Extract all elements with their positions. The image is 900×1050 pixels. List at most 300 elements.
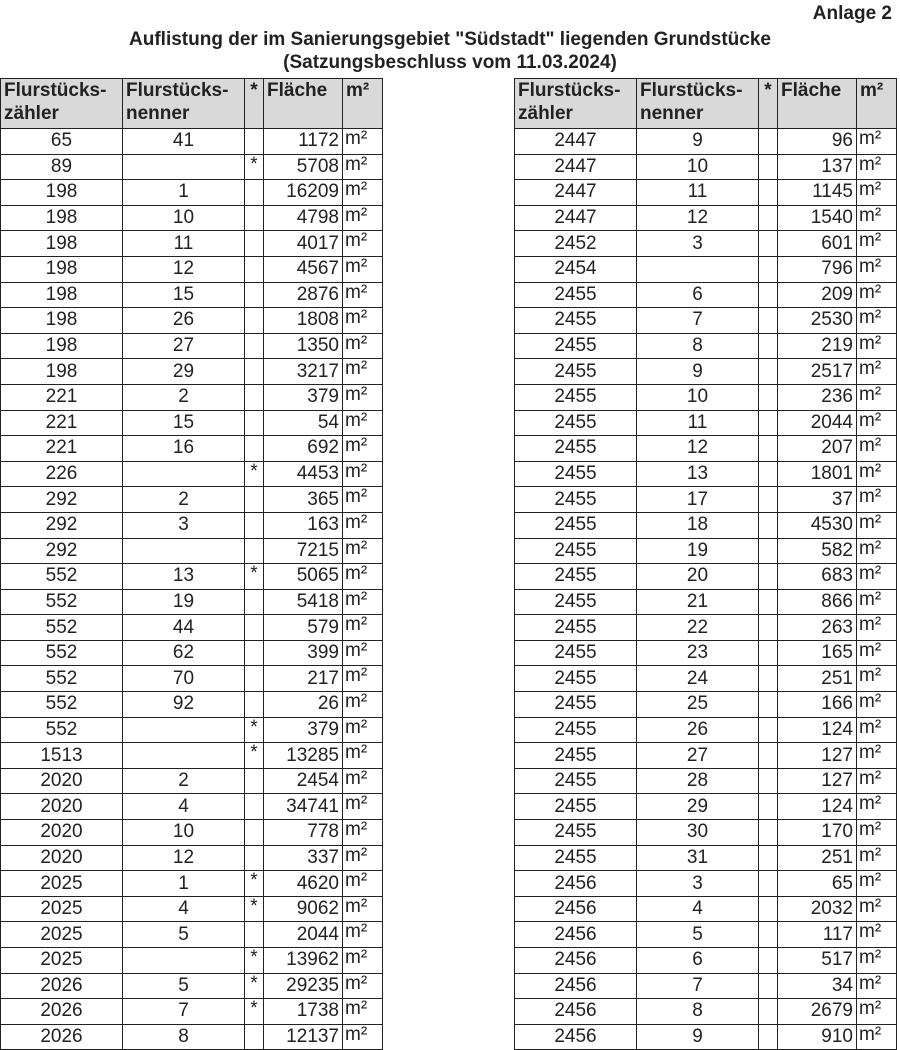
parcel-table-right	[514, 78, 897, 1050]
cell-zaehler: 2456	[515, 999, 637, 1025]
table-row	[515, 794, 897, 820]
cell-unit: m²	[857, 717, 897, 743]
table-row	[515, 820, 897, 846]
table-row	[515, 154, 897, 180]
cell-star	[245, 820, 264, 846]
cell-zaehler: 2455	[515, 436, 637, 462]
cell-star	[245, 845, 264, 871]
cell-nenner: 18	[637, 512, 759, 538]
cell-zaehler: 2455	[515, 308, 637, 334]
cell-star	[759, 717, 778, 743]
cell-nenner: 10	[123, 205, 245, 231]
cell-unit: m²	[343, 871, 383, 897]
cell-nenner: 12	[123, 845, 245, 871]
cell-unit: m²	[857, 666, 897, 692]
cell-star	[245, 666, 264, 692]
cell-unit: m²	[857, 948, 897, 974]
cell-zaehler: 2025	[1, 922, 123, 948]
cell-flaeche: 7215	[264, 538, 343, 564]
cell-nenner: 7	[637, 973, 759, 999]
cell-star: *	[245, 999, 264, 1025]
cell-star	[245, 487, 264, 513]
cell-star	[759, 461, 778, 487]
cell-star	[759, 999, 778, 1025]
cell-flaeche: 219	[778, 333, 857, 359]
cell-star	[759, 666, 778, 692]
cell-zaehler: 2455	[515, 717, 637, 743]
cell-flaeche: 96	[778, 129, 857, 155]
cell-star	[759, 436, 778, 462]
cell-nenner: 23	[637, 640, 759, 666]
cell-star	[759, 333, 778, 359]
cell-flaeche: 263	[778, 615, 857, 641]
cell-star	[245, 205, 264, 231]
cell-unit: m²	[343, 205, 383, 231]
cell-zaehler: 552	[1, 692, 123, 718]
cell-zaehler: 2456	[515, 973, 637, 999]
cell-flaeche: 1350	[264, 333, 343, 359]
cell-unit: m²	[343, 154, 383, 180]
cell-nenner: 5	[637, 922, 759, 948]
cell-star	[759, 768, 778, 794]
cell-flaeche: 166	[778, 692, 857, 718]
cell-zaehler: 2456	[515, 896, 637, 922]
cell-nenner: 1	[123, 871, 245, 897]
cell-flaeche: 1172	[264, 129, 343, 155]
cell-star: *	[245, 973, 264, 999]
cell-flaeche: 4798	[264, 205, 343, 231]
cell-star	[759, 308, 778, 334]
cell-flaeche: 34741	[264, 794, 343, 820]
cell-nenner: 9	[637, 359, 759, 385]
cell-unit: m²	[343, 999, 383, 1025]
cell-flaeche: 170	[778, 820, 857, 846]
table-row	[515, 896, 897, 922]
cell-star	[245, 589, 264, 615]
table-row	[515, 359, 897, 385]
cell-unit: m²	[857, 640, 897, 666]
cell-zaehler: 2456	[515, 871, 637, 897]
parcel-table-left	[0, 78, 383, 1050]
cell-zaehler: 552	[1, 717, 123, 743]
cell-flaeche: 866	[778, 589, 857, 615]
cell-star	[759, 129, 778, 155]
table-row	[1, 871, 383, 897]
cell-nenner	[123, 154, 245, 180]
cell-star: *	[245, 564, 264, 590]
cell-star	[759, 487, 778, 513]
table-row	[1, 973, 383, 999]
cell-nenner: 6	[637, 948, 759, 974]
cell-nenner: 12	[637, 436, 759, 462]
cell-unit: m²	[343, 410, 383, 436]
cell-zaehler: 2456	[515, 948, 637, 974]
cell-unit: m²	[343, 359, 383, 385]
cell-flaeche: 365	[264, 487, 343, 513]
table-row	[1, 129, 383, 155]
cell-unit: m²	[857, 410, 897, 436]
cell-nenner	[637, 256, 759, 282]
cell-flaeche: 5418	[264, 589, 343, 615]
cell-unit: m²	[343, 436, 383, 462]
cell-nenner: 29	[123, 359, 245, 385]
cell-star	[245, 768, 264, 794]
cell-zaehler: 2025	[1, 871, 123, 897]
table-row	[515, 538, 897, 564]
cell-nenner: 8	[123, 1024, 245, 1050]
table-row	[515, 922, 897, 948]
cell-star	[759, 205, 778, 231]
cell-flaeche: 2876	[264, 282, 343, 308]
cell-flaeche: 1808	[264, 308, 343, 334]
cell-flaeche: 13285	[264, 743, 343, 769]
cell-zaehler: 2026	[1, 973, 123, 999]
cell-nenner: 13	[123, 564, 245, 590]
cell-flaeche: 796	[778, 256, 857, 282]
cell-unit: m²	[857, 871, 897, 897]
cell-flaeche: 2044	[778, 410, 857, 436]
cell-flaeche: 165	[778, 640, 857, 666]
cell-nenner: 19	[123, 589, 245, 615]
cell-nenner: 12	[123, 256, 245, 282]
cell-nenner: 26	[637, 717, 759, 743]
cell-zaehler: 2447	[515, 205, 637, 231]
cell-unit: m²	[343, 666, 383, 692]
cell-star	[245, 282, 264, 308]
table-row	[1, 692, 383, 718]
cell-star	[759, 180, 778, 206]
table-row	[1, 896, 383, 922]
cell-flaeche: 29235	[264, 973, 343, 999]
header-flaeche: Fläche	[778, 79, 857, 129]
cell-nenner: 3	[637, 871, 759, 897]
cell-unit: m²	[857, 794, 897, 820]
cell-nenner: 3	[637, 231, 759, 257]
cell-flaeche: 2517	[778, 359, 857, 385]
cell-nenner: 31	[637, 845, 759, 871]
table-row	[1, 436, 383, 462]
cell-flaeche: 4453	[264, 461, 343, 487]
cell-zaehler: 2455	[515, 333, 637, 359]
cell-zaehler: 2454	[515, 256, 637, 282]
table-row	[515, 333, 897, 359]
cell-nenner: 13	[637, 461, 759, 487]
cell-nenner: 2	[123, 384, 245, 410]
cell-star: *	[245, 461, 264, 487]
cell-nenner: 4	[123, 896, 245, 922]
cell-flaeche: 910	[778, 1024, 857, 1050]
cell-unit: m²	[343, 973, 383, 999]
cell-unit: m²	[343, 615, 383, 641]
cell-flaeche: 692	[264, 436, 343, 462]
cell-zaehler: 2455	[515, 640, 637, 666]
cell-zaehler: 2455	[515, 538, 637, 564]
table-header-row	[1, 79, 383, 129]
cell-star	[759, 922, 778, 948]
cell-flaeche: 1738	[264, 999, 343, 1025]
cell-zaehler: 198	[1, 231, 123, 257]
cell-flaeche: 5065	[264, 564, 343, 590]
cell-unit: m²	[857, 359, 897, 385]
cell-unit: m²	[343, 820, 383, 846]
cell-zaehler: 2020	[1, 845, 123, 871]
cell-unit: m²	[343, 768, 383, 794]
cell-unit: m²	[857, 256, 897, 282]
cell-unit: m²	[857, 999, 897, 1025]
cell-flaeche: 517	[778, 948, 857, 974]
cell-flaeche: 9062	[264, 896, 343, 922]
cell-nenner: 22	[637, 615, 759, 641]
cell-star	[245, 922, 264, 948]
table-row	[1, 948, 383, 974]
cell-zaehler: 2455	[515, 794, 637, 820]
cell-unit: m²	[857, 768, 897, 794]
cell-zaehler: 2455	[515, 359, 637, 385]
table-row	[1, 768, 383, 794]
cell-star	[759, 615, 778, 641]
table-row	[515, 768, 897, 794]
cell-star	[759, 743, 778, 769]
cell-nenner: 9	[637, 129, 759, 155]
cell-zaehler: 1513	[1, 743, 123, 769]
table-row	[1, 154, 383, 180]
cell-unit: m²	[343, 845, 383, 871]
cell-zaehler: 292	[1, 538, 123, 564]
table-row	[1, 282, 383, 308]
cell-zaehler: 2456	[515, 1024, 637, 1050]
cell-unit: m²	[343, 231, 383, 257]
cell-flaeche: 65	[778, 871, 857, 897]
table-row	[1, 615, 383, 641]
cell-zaehler: 198	[1, 180, 123, 206]
table-row	[1, 1024, 383, 1050]
cell-flaeche: 399	[264, 640, 343, 666]
table-row	[515, 256, 897, 282]
cell-star	[759, 564, 778, 590]
cell-zaehler: 2452	[515, 231, 637, 257]
cell-nenner	[123, 461, 245, 487]
cell-zaehler: 2455	[515, 282, 637, 308]
cell-flaeche: 2679	[778, 999, 857, 1025]
cell-star	[245, 359, 264, 385]
cell-zaehler: 2455	[515, 692, 637, 718]
cell-unit: m²	[343, 743, 383, 769]
cell-unit: m²	[857, 154, 897, 180]
cell-zaehler: 65	[1, 129, 123, 155]
cell-zaehler: 2455	[515, 589, 637, 615]
cell-zaehler: 2020	[1, 794, 123, 820]
cell-flaeche: 217	[264, 666, 343, 692]
cell-unit: m²	[343, 922, 383, 948]
cell-flaeche: 5708	[264, 154, 343, 180]
cell-flaeche: 4620	[264, 871, 343, 897]
table-row	[1, 180, 383, 206]
cell-nenner	[123, 717, 245, 743]
cell-nenner: 25	[637, 692, 759, 718]
table-row	[1, 512, 383, 538]
cell-unit: m²	[343, 180, 383, 206]
cell-flaeche: 379	[264, 384, 343, 410]
cell-unit: m²	[343, 564, 383, 590]
table-row	[1, 333, 383, 359]
cell-unit: m²	[857, 743, 897, 769]
header-star: *	[759, 79, 778, 129]
cell-zaehler: 292	[1, 487, 123, 513]
cell-unit: m²	[343, 948, 383, 974]
cell-unit: m²	[857, 205, 897, 231]
cell-star	[759, 256, 778, 282]
cell-star	[759, 282, 778, 308]
cell-star	[759, 640, 778, 666]
cell-nenner: 20	[637, 564, 759, 590]
cell-flaeche: 579	[264, 615, 343, 641]
cell-flaeche: 4567	[264, 256, 343, 282]
cell-unit: m²	[343, 333, 383, 359]
cell-nenner: 11	[637, 180, 759, 206]
cell-unit: m²	[343, 794, 383, 820]
table-row	[1, 564, 383, 590]
cell-zaehler: 198	[1, 359, 123, 385]
cell-flaeche: 379	[264, 717, 343, 743]
cell-star	[759, 794, 778, 820]
cell-flaeche: 1801	[778, 461, 857, 487]
cell-star	[759, 871, 778, 897]
cell-unit: m²	[857, 129, 897, 155]
cell-nenner: 1	[123, 180, 245, 206]
cell-zaehler: 198	[1, 308, 123, 334]
cell-nenner: 2	[123, 768, 245, 794]
cell-unit: m²	[343, 717, 383, 743]
cell-flaeche: 16209	[264, 180, 343, 206]
cell-nenner: 24	[637, 666, 759, 692]
table-row	[515, 871, 897, 897]
cell-flaeche: 127	[778, 743, 857, 769]
cell-zaehler: 198	[1, 256, 123, 282]
cell-zaehler: 2455	[515, 410, 637, 436]
cell-nenner: 2	[123, 487, 245, 513]
cell-unit: m²	[857, 845, 897, 871]
cell-star	[245, 538, 264, 564]
table-row	[1, 717, 383, 743]
cell-star	[759, 231, 778, 257]
cell-zaehler: 221	[1, 436, 123, 462]
cell-nenner: 3	[123, 512, 245, 538]
table-row	[515, 512, 897, 538]
cell-zaehler: 89	[1, 154, 123, 180]
header-star: *	[245, 79, 264, 129]
table-row	[515, 282, 897, 308]
cell-flaeche: 3217	[264, 359, 343, 385]
table-row	[515, 461, 897, 487]
cell-star	[245, 794, 264, 820]
cell-flaeche: 124	[778, 794, 857, 820]
cell-zaehler: 552	[1, 615, 123, 641]
cell-unit: m²	[857, 308, 897, 334]
cell-zaehler: 2455	[515, 768, 637, 794]
table-row	[1, 589, 383, 615]
cell-zaehler: 2455	[515, 820, 637, 846]
cell-zaehler: 2456	[515, 922, 637, 948]
cell-unit: m²	[343, 640, 383, 666]
cell-zaehler: 2025	[1, 948, 123, 974]
table-row	[515, 973, 897, 999]
cell-star	[245, 308, 264, 334]
header-flaeche: Fläche	[264, 79, 343, 129]
cell-star: *	[245, 896, 264, 922]
cell-nenner: 29	[637, 794, 759, 820]
cell-star: *	[245, 948, 264, 974]
cell-flaeche: 13962	[264, 948, 343, 974]
cell-unit: m²	[857, 820, 897, 846]
table-row	[1, 256, 383, 282]
cell-nenner: 11	[637, 410, 759, 436]
document-subtitle: (Satzungsbeschluss vom 11.03.2024)	[283, 52, 617, 73]
cell-zaehler: 2447	[515, 129, 637, 155]
cell-star	[245, 1024, 264, 1050]
cell-nenner: 4	[123, 794, 245, 820]
cell-flaeche: 251	[778, 845, 857, 871]
cell-unit: m²	[857, 589, 897, 615]
table-row	[515, 589, 897, 615]
cell-zaehler: 2025	[1, 896, 123, 922]
cell-star: *	[245, 871, 264, 897]
cell-flaeche: 137	[778, 154, 857, 180]
cell-zaehler: 2020	[1, 768, 123, 794]
table-row	[1, 231, 383, 257]
cell-nenner: 12	[637, 205, 759, 231]
header-flurstuecks-zaehler: Flurstücks- zähler	[515, 79, 637, 129]
table-row	[515, 1024, 897, 1050]
table-row	[515, 231, 897, 257]
table-row	[1, 410, 383, 436]
cell-flaeche: 2032	[778, 896, 857, 922]
table-row	[1, 666, 383, 692]
table-row	[515, 845, 897, 871]
cell-star	[245, 410, 264, 436]
table-row	[515, 743, 897, 769]
table-row	[515, 384, 897, 410]
cell-zaehler: 198	[1, 282, 123, 308]
cell-unit: m²	[857, 461, 897, 487]
table-row	[515, 308, 897, 334]
cell-nenner: 70	[123, 666, 245, 692]
table-row	[1, 384, 383, 410]
header-unit: m²	[857, 79, 897, 129]
cell-nenner: 28	[637, 768, 759, 794]
cell-nenner: 5	[123, 973, 245, 999]
cell-flaeche: 236	[778, 384, 857, 410]
cell-nenner: 5	[123, 922, 245, 948]
cell-star	[245, 692, 264, 718]
cell-zaehler: 552	[1, 564, 123, 590]
cell-nenner: 62	[123, 640, 245, 666]
cell-star	[759, 512, 778, 538]
cell-zaehler: 2020	[1, 820, 123, 846]
cell-flaeche: 1145	[778, 180, 857, 206]
table-row	[1, 999, 383, 1025]
cell-star	[759, 154, 778, 180]
table-header-row	[515, 79, 897, 129]
cell-star	[245, 615, 264, 641]
cell-nenner: 27	[123, 333, 245, 359]
cell-flaeche: 4530	[778, 512, 857, 538]
table-row	[1, 487, 383, 513]
cell-unit: m²	[343, 692, 383, 718]
cell-star	[759, 948, 778, 974]
cell-star: *	[245, 717, 264, 743]
table-row	[515, 692, 897, 718]
cell-nenner: 15	[123, 282, 245, 308]
